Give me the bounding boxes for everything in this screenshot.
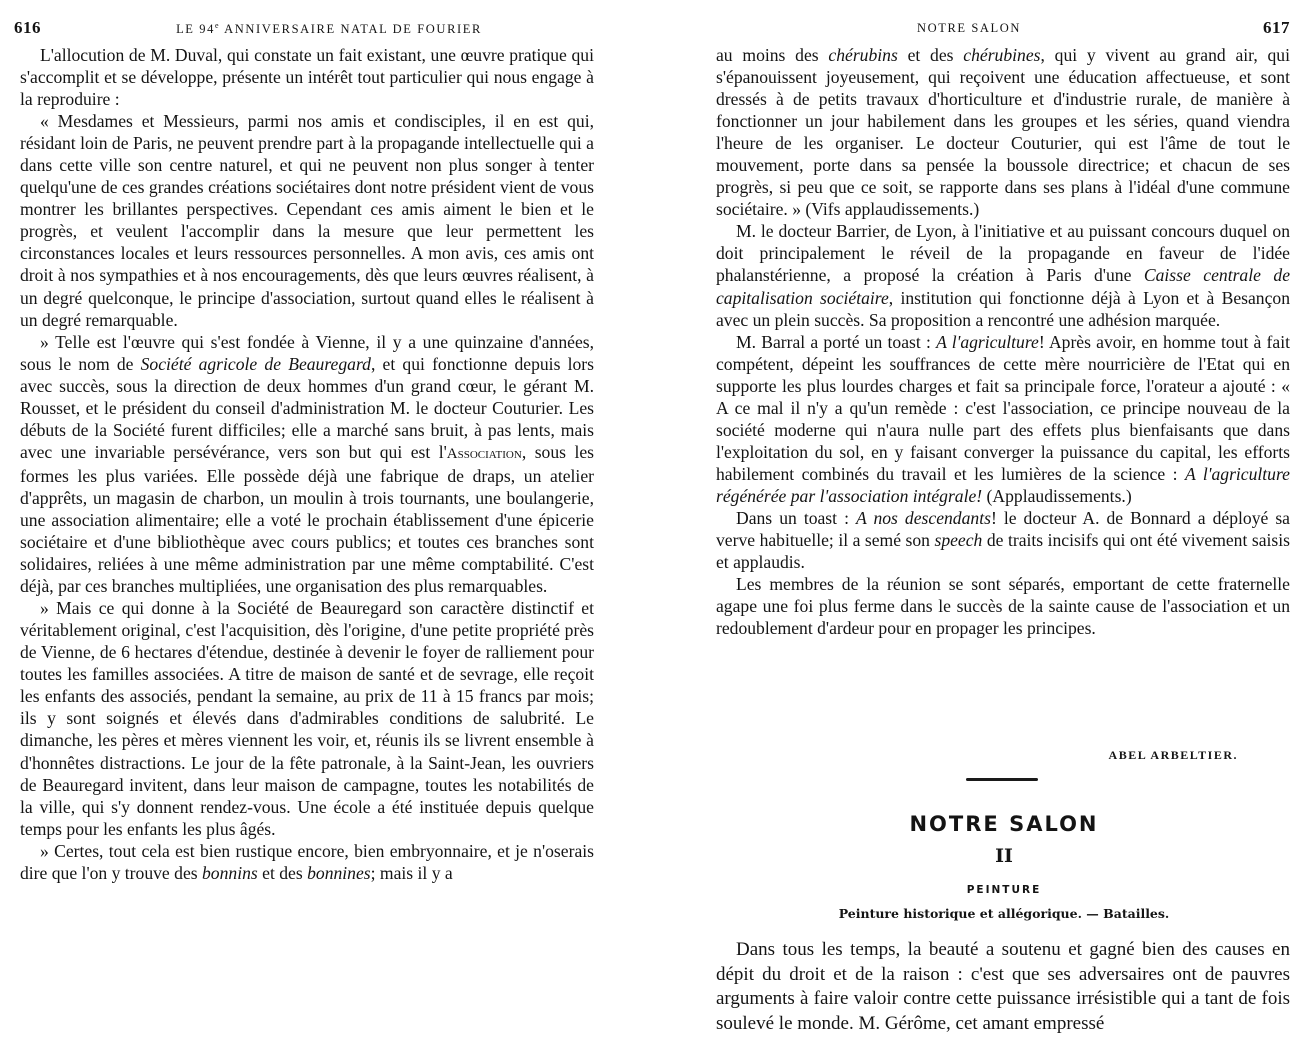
- paragraph: [20, 331, 594, 598]
- text-run: de traits incisifs qui ont été vivement saisis et applaudis.: [716, 530, 1290, 573]
- text-run: ! le docteur A. de Bonnard a déployé sa verve habituelle; il a semé son: [716, 507, 1290, 551]
- left-running-title: [48, 21, 610, 37]
- italic-run: A l'agriculture: [936, 331, 1039, 352]
- text-run: au moins des: [716, 45, 829, 65]
- text-run: , institution qui fonctionne déjà à Lyon et à Besançon avec un plein succès. Sa proposition a rencontré une adhésion marquée.: [716, 287, 1291, 330]
- text-run: , qui y vivent au grand air, qui s'épanouissent joyeusement, qui reçoivent une éducation affectueuse, et sont dressés à de petits travaux d'horticulture et d'industrie rurale, de manière à fonctionner un jour habilement dans les groupes et les séries, quand viendra l'heure de les organiser. Le docteur Couturier, qui est l'âme de tout le mouvement, porte dans sa pensée la boussole directrice; et chacun de ses progrès, si peu que ce soit, se rapporte dans ses plans à l'idéal d'une commune sociétaire. » (Vifs applaudissements.): [716, 45, 1290, 220]
- text-run: » Telle est l'œuvre qui s'est fondée à Vienne, il y a une quinzaine d'années, sous le nom de: [20, 331, 594, 374]
- italic-run: Société agricole de Beauregard: [140, 353, 371, 374]
- italic-run: Caisse centrale de capitalisation sociétaire: [716, 265, 1291, 308]
- paragraph: » Mais ce qui donne à la Société de Beauregard son caractère distinctif et véritablement original, c'est l'acquisition, dès l'origine, d'une petite propriété près de Vienne, de 6 hectares d'étendue, destinée à devenir le foyer de ralliement pour toutes les familles associées. A titre de maison de santé et de sevrage, elle reçoit les enfants des associés, pendant la semaine, au prix de 11 à 15 francs par mois; ils y sont soignés et élevés dans d'admirables conditions de salubrité. Le dimanche, les pères et mères viennent les voir, et, réunis ils se livrent ensemble à d'honnêtes distractions. Le jour de la fête patronale, à la Saint-Jean, les ouvriers de Beauregard invitent, dans leur maison de campagne, toutes les notabilités de la ville, qui s'y donnent rendez-vous. Une école a été instituée depuis quelque temps pour les enfants les plus âgés.: [20, 598, 594, 839]
- text-run: , sous les formes les plus variées. Elle possède déjà une fabrique de draps, un atelier d'apprêts, un magasin de charbon, un moulin à trois tournants, une boulangerie, une association alimentaire; elle a voté le prochain établissement d'une épicerie sociétaire et d'une bibliothèque avec cours publics; et toutes ces branches sont solidaires, reliées à une même administration par une même comptabilité. C'est déjà, par ces branches multipliées, une organisation des plus remarquables.: [20, 441, 594, 597]
- italic-run: A l'agriculture régénérée par l'association intégrale!: [716, 463, 1290, 506]
- running-title-part: ANNIVERSAIRE NATAL DE FOURIER: [220, 22, 482, 37]
- text-run: , et qui fonctionne depuis lors avec succès, sous la direction de deux hommes d'un grand cœur, le gérant M. Rousset, et le président du conseil d'administration M. le docteur Couturier. Les débuts de la Société furent difficiles; elle a marché sans bruit, à pas lents, mais avec une invariable persévérance, vers son but qui est l': [20, 353, 594, 462]
- paragraph: « Mesdames et Messieurs, parmi nos amis et condisciples, il en est qui, résidant loin de Paris, ne peuvent prendre part à la propagande intellectuelle qui a dans cette ville son centre naturel, et qui ne peuvent non plus songer à tenter quelqu'une de ces grandes créations sociétaires dont notre président vient de vous montrer les brillantes perspectives. Cependant ces amis aiment le bien et le progrès, et veulent l'accomplir dans la mesure que leur permettent les circonstances locales et leurs ressources personnelles. A mon avis, ces amis ont droit à nos sympathies et à nos encouragements, dès que leurs œuvres réalisent, à un degré quelconque, le principe d'association, surtout quand elles le réalisent à un degré remarquable.: [20, 111, 594, 330]
- text-run: et des: [897, 45, 964, 65]
- text-run: et des: [257, 862, 308, 883]
- section-body-text: [716, 938, 1290, 1036]
- text-run: Dans un toast :: [736, 507, 856, 528]
- paragraph: [716, 44, 1290, 220]
- italic-run: bonnines: [307, 862, 371, 883]
- subsection-subtitle: Peinture historique et allégorique. — Batailles.: [838, 906, 1170, 921]
- text-run: ; mais il y a: [370, 862, 453, 883]
- paragraph: L'allocution de M. Duval, qui constate un fait existant, une œuvre pratique qui s'accomplit et se développe, présente un intérêt tout particulier qui nous engage à la reproduire :: [20, 45, 594, 110]
- paragraph: [716, 507, 1290, 573]
- italic-run: chérubins: [828, 45, 898, 65]
- paragraph: [716, 220, 1290, 330]
- right-running-head: [700, 18, 1308, 40]
- left-body-text: [20, 44, 594, 884]
- right-page-number: 617: [1263, 18, 1290, 37]
- running-title-superscript: e: [214, 21, 221, 30]
- small-caps-run: Association: [446, 445, 522, 462]
- section-title: NOTRE SALON: [909, 812, 1099, 836]
- paragraph: [20, 840, 594, 884]
- italic-run: chérubines: [963, 45, 1041, 65]
- paragraph: [716, 331, 1290, 507]
- text-run: M. le docteur Barrier, de Lyon, à l'initiative et au puissant concours duquel on doit principalement le réveil de la propagande en faveur de l'idée phalanstérienne, a proposé la création à Paris d'une: [716, 221, 1290, 286]
- italic-run: speech: [934, 530, 983, 551]
- paragraph: Les membres de la réunion se sont séparés, emportant de cette fraternelle agape une foi plus ferme dans le succès de la sainte cause de l'association et un redoublement d'ardeur pour en propager les principes.: [716, 574, 1290, 639]
- text-run: M. Barral a porté un toast :: [736, 331, 937, 352]
- left-page: [0, 0, 610, 1054]
- italic-run: A nos descendants: [856, 507, 991, 528]
- section-number: II: [995, 845, 1013, 867]
- right-body-text: [716, 44, 1290, 639]
- right-running-title: NOTRE SALON: [916, 21, 1022, 35]
- text-run: (Applaudissements.): [982, 485, 1132, 506]
- text-run: ! Après avoir, en homme tout à fait compétent, dépeint les souffrances de cette mère nourricière de l'Etat qui en supporte les plus lourdes charges et fait sa principale force, l'orateur a ajouté : « A ce mal il n'y a qu'un remède : c'est l'association, ce principe nouveau de la société moderne qui n'aura nulle part des effets plus bienfaisants que dans l'exploitation du sol, en y faisant converger la puissance du capital, les efforts habilement combinés du travail et les lumières de la science :: [716, 331, 1290, 484]
- subsection-heading: PEINTURE: [966, 884, 1042, 896]
- right-page: [700, 0, 1308, 1054]
- running-title-part: LE 94: [176, 22, 215, 37]
- left-running-head: [0, 18, 610, 40]
- text-run: » Certes, tout cela est bien rustique encore, bien embryonnaire, et je n'oserais dire que l'on y trouve des: [20, 840, 594, 883]
- left-page-number: 616: [14, 18, 41, 37]
- paragraph: Dans tous les temps, la beauté a soutenu et gagné bien des causes en dépit du droit et de la raison : c'est que ses adversaires ont de pauvres arguments à faire valoir contre cette puissance irrésistible qui a tant de fois soulevé le monde. M. Gérôme, cet amant empressé: [716, 939, 1290, 1034]
- section-divider: [966, 778, 1038, 781]
- author-signature: ABEL ARBELTIER.: [1108, 748, 1238, 762]
- italic-run: bonnins: [202, 862, 258, 883]
